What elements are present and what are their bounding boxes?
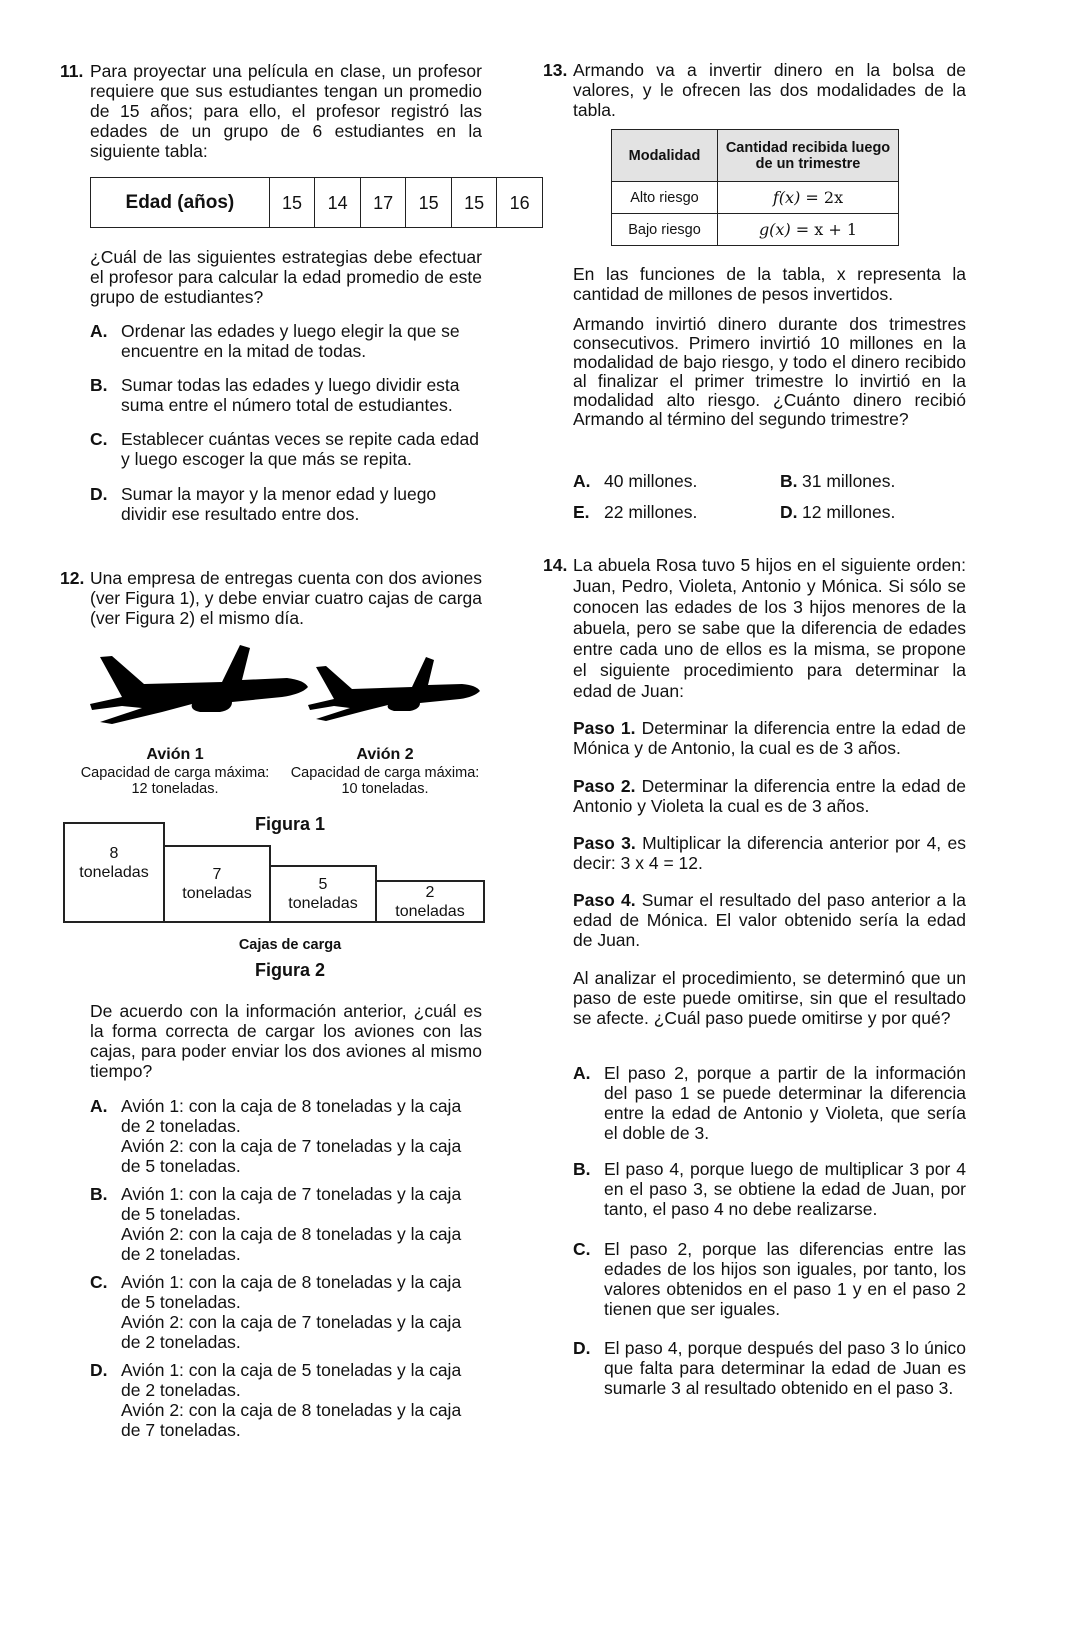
question-number: 14. <box>543 555 568 575</box>
option-letter: B. <box>780 471 798 491</box>
box-unit: toneladas <box>288 895 358 912</box>
option-b[interactable] <box>90 1184 482 1262</box>
airplane-1-icon <box>82 642 312 727</box>
question-prompt: ¿Cuál de las siguientes estrategias debe efectuar el profesor para calcular la edad promedio de este grupo de estudiantes? <box>90 247 482 307</box>
option-c[interactable] <box>573 1239 966 1319</box>
option-a[interactable] <box>573 471 763 493</box>
age-cell: 15 <box>269 178 315 228</box>
modality-cell: Bajo riesgo <box>612 214 718 246</box>
airplane-2-icon <box>302 655 482 723</box>
question-number: 13. <box>543 60 568 80</box>
function-expression: = x + 1 <box>795 219 858 239</box>
step-label: Paso 2. <box>573 776 636 796</box>
step-2 <box>573 776 966 816</box>
question-note: En las funciones de la tabla, x representa la cantidad de millones de pesos invertidos. <box>573 264 966 304</box>
age-cell: 15 <box>406 178 452 228</box>
airplane-1-caption <box>70 747 280 797</box>
option-c[interactable] <box>90 429 482 471</box>
ages-table-header: Edad (años) <box>91 178 270 228</box>
option-text: 12 millones. <box>802 502 896 522</box>
step-3 <box>573 833 966 873</box>
option-letter: B. <box>90 1184 108 1204</box>
question-prompt: Armando invirtió dinero durante dos trimestres consecutivos. Primero invirtió 10 millones en la modalidad de bajo riesgo, y todo el dinero recibido al finalizar el primer trimestre lo invirtió en la modalidad alto riesgo. ¿Cuánto dinero recibió Armando al término del segundo trimestre? <box>573 314 966 429</box>
question-stem: Una empresa de entregas cuenta con dos aviones (ver Figura 1), y debe enviar cuatro cajas de carga (ver Figura 2) el mismo día. <box>90 568 482 628</box>
option-line-2: Avión 2: con la caja de 7 toneladas y la caja de 5 toneladas. <box>121 1136 462 1176</box>
option-letter: B. <box>573 1159 591 1179</box>
figure-2-label: Figura 2 <box>254 960 325 980</box>
question-stem: Para proyectar una película en clase, un profesor requiere que sus estudiantes tengan un promedio de 15 años; para ello, el profesor registró las edades de un grupo de 6 estudiantes en la siguiente tabla: <box>90 61 482 161</box>
airplane-1-capacity-value: 12 toneladas. <box>131 781 219 797</box>
option-e[interactable] <box>573 502 763 524</box>
option-letter: C. <box>90 429 108 449</box>
function-cell <box>718 214 899 246</box>
option-letter: A. <box>90 321 108 341</box>
option-line-1: Avión 1: con la caja de 5 toneladas y la caja de 2 toneladas. <box>121 1360 462 1400</box>
step-1 <box>573 718 966 758</box>
step-text: Sumar el resultado del paso anterior a la edad de Mónica. El valor obtenido sería la edad de Juan. <box>573 890 966 950</box>
cargo-box-5 <box>269 865 377 923</box>
option-text: Ordenar las edades y luego elegir la que se encuentre en la mitad de todas. <box>121 321 460 361</box>
airplane-1-name: Avión 1 <box>146 746 204 763</box>
option-text: 31 millones. <box>802 471 896 491</box>
option-d[interactable] <box>90 484 482 526</box>
option-a[interactable] <box>573 1063 966 1143</box>
option-letter: D. <box>90 484 108 504</box>
age-cell: 15 <box>451 178 497 228</box>
option-text: 40 millones. <box>604 471 698 491</box>
function-name: g(x) <box>758 219 791 239</box>
option-text: Sumar todas las edades y luego dividir esta suma entre el número total de estudiantes. <box>121 375 460 415</box>
step-label: Paso 3. <box>573 833 636 853</box>
option-text <box>121 1360 482 1440</box>
option-line-2: Avión 2: con la caja de 7 toneladas y la caja de 2 toneladas. <box>121 1312 462 1352</box>
option-text: 22 millones. <box>604 502 698 522</box>
question-prompt: Al analizar el procedimiento, se determinó que un paso de este puede omitirse, sin que el resultado se afecte. ¿Cuál paso puede omitirse y por qué? <box>573 968 966 1028</box>
age-cell: 17 <box>360 178 406 228</box>
option-letter: A. <box>573 1063 591 1083</box>
option-text <box>121 1272 482 1352</box>
airplane-2-name: Avión 2 <box>356 746 414 763</box>
box-unit: toneladas <box>182 885 252 902</box>
option-text: El paso 4, porque luego de multiplicar 3 por 4 en el paso 3, se obtiene la edad de Juan, por tanto, el paso 4 no debe realizarse. <box>604 1159 966 1219</box>
option-letter: A. <box>90 1096 108 1116</box>
airplane-2-capacity-value: 10 toneladas. <box>341 781 429 797</box>
step-text: Determinar la diferencia entre la edad de Antonio y Violeta la cual es de 3 años. <box>573 776 966 816</box>
box-weight: 7 <box>212 866 222 883</box>
option-letter: A. <box>573 471 591 491</box>
cargo-box-2 <box>375 880 485 923</box>
function-expression: = 2x <box>805 187 844 207</box>
cargo-box-7 <box>163 845 271 923</box>
option-a[interactable] <box>90 1096 482 1174</box>
option-line-2: Avión 2: con la caja de 8 toneladas y la caja de 7 toneladas. <box>121 1400 462 1440</box>
modality-cell: Alto riesgo <box>612 182 718 214</box>
option-text: El paso 4, porque después del paso 3 lo único que falta para determinar la edad de Juan es sumarle 3 al resultado obtenido en el paso 3. <box>604 1338 966 1398</box>
option-text: Establecer cuántas veces se repite cada edad y luego escoger la que más se repita. <box>121 429 479 469</box>
airplane-2-capacity-label: Capacidad de carga máxima: <box>290 765 480 781</box>
option-text: El paso 2, porque a partir de la información del paso 1 se puede determinar la diferencia entre la edad de Antonio y Violeta, que sería el doble de 3. <box>604 1063 966 1143</box>
option-line-2: Avión 2: con la caja de 8 toneladas y la caja de 2 toneladas. <box>121 1224 462 1264</box>
option-b[interactable] <box>780 471 970 493</box>
step-text: Multiplicar la diferencia anterior por 4, es decir: 3 x 4 = 12. <box>573 833 966 873</box>
function-name: f(x) <box>772 187 801 207</box>
option-text: El paso 2, porque las diferencias entre las edades de los hijos son iguales, por tanto, los valores obtenidos en el paso 1 y en el paso 2 tienen que ser iguales. <box>604 1239 966 1319</box>
option-letter: C. <box>573 1239 591 1259</box>
modality-table <box>611 129 899 246</box>
question-number: 11. <box>60 61 84 81</box>
option-letter: C. <box>90 1272 108 1292</box>
option-d[interactable] <box>90 1360 482 1438</box>
modality-header: Modalidad <box>612 130 718 182</box>
figure-1-label: Figura 1 <box>254 814 325 834</box>
option-line-1: Avión 1: con la caja de 8 toneladas y la caja de 2 toneladas. <box>121 1096 462 1136</box>
age-cell: 16 <box>497 178 543 228</box>
airplane-2-caption <box>285 747 485 797</box>
option-text <box>121 1184 482 1264</box>
box-unit: toneladas <box>395 902 465 920</box>
cargo-boxes-caption: Cajas de carga <box>238 937 342 953</box>
box-weight: 2 <box>425 883 435 901</box>
step-text: Determinar la diferencia entre la edad de Mónica y de Antonio, la cual es de 3 años. <box>573 718 966 758</box>
option-line-1: Avión 1: con la caja de 7 toneladas y la caja de 5 toneladas. <box>121 1184 462 1224</box>
step-label: Paso 4. <box>573 890 636 910</box>
option-letter: D. <box>573 1338 591 1358</box>
option-b[interactable] <box>573 1159 966 1221</box>
function-cell <box>718 182 899 214</box>
question-number: 12. <box>60 568 85 588</box>
box-unit: toneladas <box>79 863 149 881</box>
step-4 <box>573 890 966 950</box>
option-line-1: Avión 1: con la caja de 8 toneladas y la caja de 5 toneladas. <box>121 1272 462 1312</box>
age-cell: 14 <box>315 178 361 228</box>
cargo-box-8 <box>63 822 165 923</box>
question-prompt: De acuerdo con la información anterior, ¿cuál es la forma correcta de cargar los aviones con las cajas, para poder enviar los dos aviones al mismo tiempo? <box>90 1001 482 1081</box>
option-text <box>121 1096 482 1176</box>
airplane-1-capacity-label: Capacidad de carga máxima: <box>80 765 270 781</box>
option-b[interactable] <box>90 375 482 417</box>
option-c[interactable] <box>90 1272 482 1350</box>
option-letter: B. <box>90 375 108 395</box>
box-weight: 8 <box>109 844 119 862</box>
question-stem: La abuela Rosa tuvo 5 hijos en el siguiente orden: Juan, Pedro, Violeta, Antonio y Mónica. Si sólo se conocen las edades de los 3 hijos menores de la abuela, pero se sabe que la diferencia de edades entre cada uno de ellos es la misma, se propone el siguiente procedimiento para determinar la edad de Juan: <box>573 555 966 701</box>
step-label: Paso 1. <box>573 718 636 738</box>
box-weight: 5 <box>318 876 328 893</box>
option-letter: E. <box>573 502 590 522</box>
option-d[interactable] <box>780 502 970 524</box>
amount-header: Cantidad recibida luego de un trimestre <box>718 130 899 182</box>
ages-table <box>90 177 543 228</box>
question-stem: Armando va a invertir dinero en la bolsa de valores, y le ofrecen las dos modalidades de la tabla. <box>573 60 966 120</box>
option-text: Sumar la mayor y la menor edad y luego dividir ese resultado entre dos. <box>121 484 437 524</box>
option-letter: D. <box>780 502 798 522</box>
option-d[interactable] <box>573 1338 966 1418</box>
option-letter: D. <box>90 1360 108 1380</box>
option-a[interactable] <box>90 321 482 363</box>
